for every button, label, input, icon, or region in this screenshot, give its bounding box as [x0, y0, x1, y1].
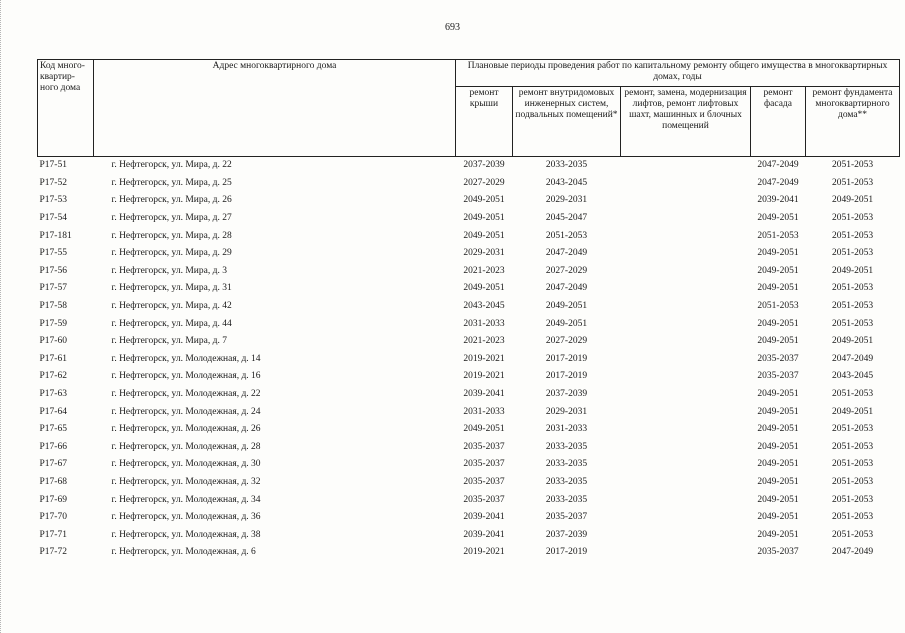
cell-foundation: 2051-2053 — [831, 389, 874, 400]
cell-roof: 2037-2039 — [456, 157, 513, 175]
cell-code: P17-65 — [39, 424, 67, 435]
cell-foundation: 2051-2053 — [831, 529, 874, 540]
cell-facade: 2049-2051 — [757, 441, 799, 452]
cell-code: P17-59 — [39, 318, 67, 329]
cell-foundation: 2051-2053 — [831, 424, 874, 435]
cell-foundation: 2051-2053 — [831, 318, 874, 329]
cell-facade: 2049-2051 — [757, 248, 799, 259]
cell-engineering: 2037-2039 — [545, 389, 588, 400]
cell-engineering: 2031-2033 — [545, 424, 588, 435]
cell-elevators — [621, 192, 751, 210]
cell-engineering: 2033-2035 — [545, 441, 588, 452]
page-number: 693 — [445, 22, 460, 33]
cell-facade: 2035-2037 — [757, 547, 799, 558]
cell-address: г. Нефтегорск, ул. Молодежная, д. 16 — [111, 371, 261, 382]
cell-address: г. Нефтегорск, ул. Молодежная, д. 22 — [111, 389, 261, 400]
table-row — [38, 227, 900, 245]
cell-address: г. Нефтегорск, ул. Мира, д. 7 — [111, 336, 227, 347]
table-row — [38, 439, 900, 457]
cell-elevators — [621, 474, 751, 492]
cell-foundation: 2047-2049 — [831, 547, 874, 558]
cell-facade: 2049-2051 — [757, 459, 799, 470]
cell-address: г. Нефтегорск, ул. Мира, д. 42 — [111, 301, 232, 312]
cell-roof: 2019-2021 — [463, 353, 505, 364]
cell-address: г. Нефтегорск, ул. Молодежная, д. 26 — [111, 424, 261, 435]
cell-facade: 2051-2053 — [757, 230, 799, 241]
cell-engineering: 2029-2031 — [545, 406, 588, 417]
cell-code: P17-61 — [39, 353, 67, 364]
cell-address: г. Нефтегорск, ул. Мира, д. 3 — [111, 265, 227, 276]
table-row — [38, 421, 900, 439]
table-row — [38, 192, 900, 210]
cell-elevators — [621, 227, 751, 245]
header-facade: ремонт фасада — [751, 87, 806, 157]
cell-facade: 2039-2041 — [757, 195, 799, 206]
header-roof: ремонт крыши — [456, 87, 513, 157]
cell-address: г. Нефтегорск, ул. Мира, д. 22 — [94, 157, 456, 175]
cell-facade: 2047-2049 — [757, 177, 799, 188]
cell-facade: 2049-2051 — [757, 389, 799, 400]
cell-roof: 2035-2037 — [463, 459, 505, 470]
cell-foundation: 2051-2053 — [831, 494, 874, 505]
cell-code: P17-57 — [39, 283, 67, 294]
table-row — [38, 245, 900, 263]
cell-elevators — [621, 263, 751, 281]
table-row — [38, 210, 900, 228]
cell-address: г. Нефтегорск, ул. Мира, д. 31 — [111, 283, 232, 294]
table-row — [38, 280, 900, 298]
table-row — [38, 157, 900, 175]
cell-code: P17-53 — [39, 195, 67, 206]
table-row — [38, 386, 900, 404]
cell-code: P17-67 — [39, 459, 67, 470]
table-row — [38, 526, 900, 544]
cell-code: P17-64 — [39, 406, 67, 417]
cell-roof: 2029-2031 — [463, 248, 505, 259]
cell-elevators — [621, 157, 751, 175]
cell-address: г. Нефтегорск, ул. Мира, д. 25 — [111, 177, 232, 188]
cell-facade: 2047-2049 — [751, 157, 806, 175]
cell-engineering: 2033-2035 — [513, 157, 621, 175]
cell-foundation: 2051-2053 — [831, 230, 874, 241]
cell-foundation: 2051-2053 — [831, 283, 874, 294]
cell-foundation: 2051-2053 — [831, 177, 874, 188]
header-periods: Плановые периоды проведения работ по капитальному ремонту общего имущества в многоквартирных домах, годы — [456, 60, 900, 87]
cell-facade: 2049-2051 — [757, 424, 799, 435]
cell-roof: 2019-2021 — [463, 547, 505, 558]
cell-address: г. Нефтегорск, ул. Молодежная, д. 38 — [111, 529, 261, 540]
cell-code: P17-58 — [39, 301, 67, 312]
cell-foundation: 2043-2045 — [831, 371, 874, 382]
cell-engineering: 2047-2049 — [545, 248, 588, 259]
cell-code: P17-54 — [39, 213, 67, 224]
cell-facade: 2049-2051 — [757, 494, 799, 505]
cell-code: P17-66 — [39, 441, 67, 452]
cell-code: P17-71 — [39, 529, 67, 540]
cell-address: г. Нефтегорск, ул. Молодежная, д. 24 — [111, 406, 261, 417]
table-row — [38, 544, 900, 562]
cell-code: P17-56 — [39, 265, 67, 276]
cell-roof: 2049-2051 — [463, 213, 505, 224]
cell-code: P17-181 — [39, 230, 72, 241]
table-row — [38, 403, 900, 421]
cell-roof: 2039-2041 — [463, 389, 505, 400]
cell-code: P17-68 — [39, 476, 67, 487]
cell-code: P17-62 — [39, 371, 67, 382]
cell-elevators — [621, 280, 751, 298]
cell-facade: 2035-2037 — [757, 371, 799, 382]
cell-elevators — [621, 351, 751, 369]
cell-engineering: 2017-2019 — [545, 547, 588, 558]
cell-elevators — [621, 175, 751, 193]
cell-foundation: 2049-2051 — [831, 336, 874, 347]
cell-roof: 2049-2051 — [463, 195, 505, 206]
cell-foundation: 2051-2053 — [831, 459, 874, 470]
table-body — [38, 157, 900, 562]
cell-address: г. Нефтегорск, ул. Мира, д. 28 — [111, 230, 232, 241]
cell-facade: 2049-2051 — [757, 265, 799, 276]
cell-facade: 2049-2051 — [757, 283, 799, 294]
cell-elevators — [621, 421, 751, 439]
cell-code: P17-69 — [39, 494, 67, 505]
table-row — [38, 351, 900, 369]
cell-address: г. Нефтегорск, ул. Молодежная, д. 36 — [111, 512, 261, 523]
cell-address: г. Нефтегорск, ул. Молодежная, д. 28 — [111, 441, 261, 452]
table-row — [38, 509, 900, 527]
cell-engineering: 2033-2035 — [545, 476, 588, 487]
cell-address: г. Нефтегорск, ул. Мира, д. 29 — [111, 248, 232, 259]
cell-engineering: 2017-2019 — [545, 371, 588, 382]
cell-engineering: 2027-2029 — [545, 265, 588, 276]
cell-foundation: 2051-2053 — [831, 512, 874, 523]
cell-roof: 2049-2051 — [463, 283, 505, 294]
cell-facade: 2049-2051 — [757, 512, 799, 523]
table-row — [38, 368, 900, 386]
cell-engineering: 2033-2035 — [545, 459, 588, 470]
header-code: Код много-квартир-ного дома — [38, 60, 94, 157]
table-row — [38, 263, 900, 281]
cell-roof: 2031-2033 — [463, 406, 505, 417]
cell-address: г. Нефтегорск, ул. Мира, д. 26 — [111, 195, 232, 206]
cell-roof: 2031-2033 — [463, 318, 505, 329]
cell-engineering: 2037-2039 — [545, 529, 588, 540]
cell-elevators — [621, 386, 751, 404]
cell-foundation: 2051-2053 — [831, 248, 874, 259]
cell-engineering: 2049-2051 — [545, 301, 588, 312]
cell-roof: 2021-2023 — [463, 265, 505, 276]
cell-roof: 2035-2037 — [463, 441, 505, 452]
scan-edge — [0, 0, 7, 633]
cell-facade: 2035-2037 — [757, 353, 799, 364]
cell-engineering: 2045-2047 — [545, 213, 588, 224]
header-elevators: ремонт, замена, модернизация лифтов, ремонт лифтовых шахт, машинных и блочных помещений — [621, 87, 751, 157]
cell-address: г. Нефтегорск, ул. Молодежная, д. 32 — [111, 476, 261, 487]
cell-elevators — [621, 315, 751, 333]
cell-address: г. Нефтегорск, ул. Мира, д. 27 — [111, 213, 232, 224]
cell-facade: 2049-2051 — [757, 406, 799, 417]
table-row — [38, 175, 900, 193]
cell-roof: 2039-2041 — [463, 512, 505, 523]
cell-elevators — [621, 210, 751, 228]
cell-address: г. Нефтегорск, ул. Молодежная, д. 30 — [111, 459, 261, 470]
cell-roof: 2049-2051 — [463, 230, 505, 241]
cell-roof: 2043-2045 — [463, 301, 505, 312]
header-engineering: ремонт внутридомовых инженерных систем, подвальных помещений* — [513, 87, 621, 157]
table-row — [38, 315, 900, 333]
table-row — [38, 333, 900, 351]
cell-roof: 2049-2051 — [463, 424, 505, 435]
cell-elevators — [621, 456, 751, 474]
cell-engineering: 2027-2029 — [545, 336, 588, 347]
cell-elevators — [621, 526, 751, 544]
cell-facade: 2051-2053 — [757, 301, 799, 312]
cell-elevators — [621, 544, 751, 562]
cell-foundation: 2047-2049 — [831, 353, 874, 364]
cell-elevators — [621, 509, 751, 527]
cell-engineering: 2035-2037 — [545, 512, 588, 523]
table-row — [38, 491, 900, 509]
cell-code: P17-63 — [39, 389, 67, 400]
cell-roof: 2019-2021 — [463, 371, 505, 382]
cell-code: P17-51 — [38, 157, 94, 175]
cell-elevators — [621, 491, 751, 509]
table-row — [38, 474, 900, 492]
cell-facade: 2049-2051 — [757, 213, 799, 224]
table-row — [38, 456, 900, 474]
cell-facade: 2049-2051 — [757, 476, 799, 487]
table-row — [38, 298, 900, 316]
cell-address: г. Нефтегорск, ул. Молодежная, д. 14 — [111, 353, 261, 364]
cell-code: P17-72 — [39, 547, 67, 558]
cell-foundation: 2049-2051 — [831, 406, 874, 417]
cell-foundation: 2049-2051 — [831, 195, 874, 206]
cell-engineering: 2051-2053 — [545, 230, 588, 241]
cell-elevators — [621, 245, 751, 263]
cell-elevators — [621, 368, 751, 386]
cell-elevators — [621, 298, 751, 316]
cell-foundation: 2049-2051 — [831, 265, 874, 276]
cell-roof: 2027-2029 — [463, 177, 505, 188]
cell-engineering: 2033-2035 — [545, 494, 588, 505]
cell-foundation: 2051-2053 — [806, 157, 900, 175]
cell-code: P17-55 — [39, 248, 67, 259]
cell-elevators — [621, 403, 751, 421]
cell-facade: 2049-2051 — [757, 318, 799, 329]
cell-engineering: 2017-2019 — [545, 353, 588, 364]
cell-roof: 2035-2037 — [463, 494, 505, 505]
cell-foundation: 2051-2053 — [831, 476, 874, 487]
cell-roof: 2035-2037 — [463, 476, 505, 487]
header-address: Адрес многоквартирного дома — [94, 60, 456, 157]
cell-code: P17-70 — [39, 512, 67, 523]
cell-engineering: 2047-2049 — [545, 283, 588, 294]
cell-elevators — [621, 333, 751, 351]
cell-engineering: 2049-2051 — [545, 318, 588, 329]
cell-foundation: 2051-2053 — [831, 441, 874, 452]
cell-address: г. Нефтегорск, ул. Мира, д. 44 — [111, 318, 232, 329]
cell-code: P17-52 — [39, 177, 67, 188]
cell-engineering: 2029-2031 — [545, 195, 588, 206]
header-foundation: ремонт фундамента многоквартирного дома** — [806, 87, 900, 157]
cell-foundation: 2051-2053 — [831, 301, 874, 312]
cell-address: г. Нефтегорск, ул. Молодежная, д. 6 — [111, 547, 256, 558]
cell-roof: 2039-2041 — [463, 529, 505, 540]
cell-facade: 2049-2051 — [757, 529, 799, 540]
cell-address: г. Нефтегорск, ул. Молодежная, д. 34 — [111, 494, 261, 505]
cell-foundation: 2051-2053 — [831, 213, 874, 224]
repair-schedule-table — [37, 59, 900, 562]
cell-facade: 2049-2051 — [757, 336, 799, 347]
cell-roof: 2021-2023 — [463, 336, 505, 347]
cell-engineering: 2043-2045 — [545, 177, 588, 188]
cell-elevators — [621, 439, 751, 457]
cell-code: P17-60 — [39, 336, 67, 347]
